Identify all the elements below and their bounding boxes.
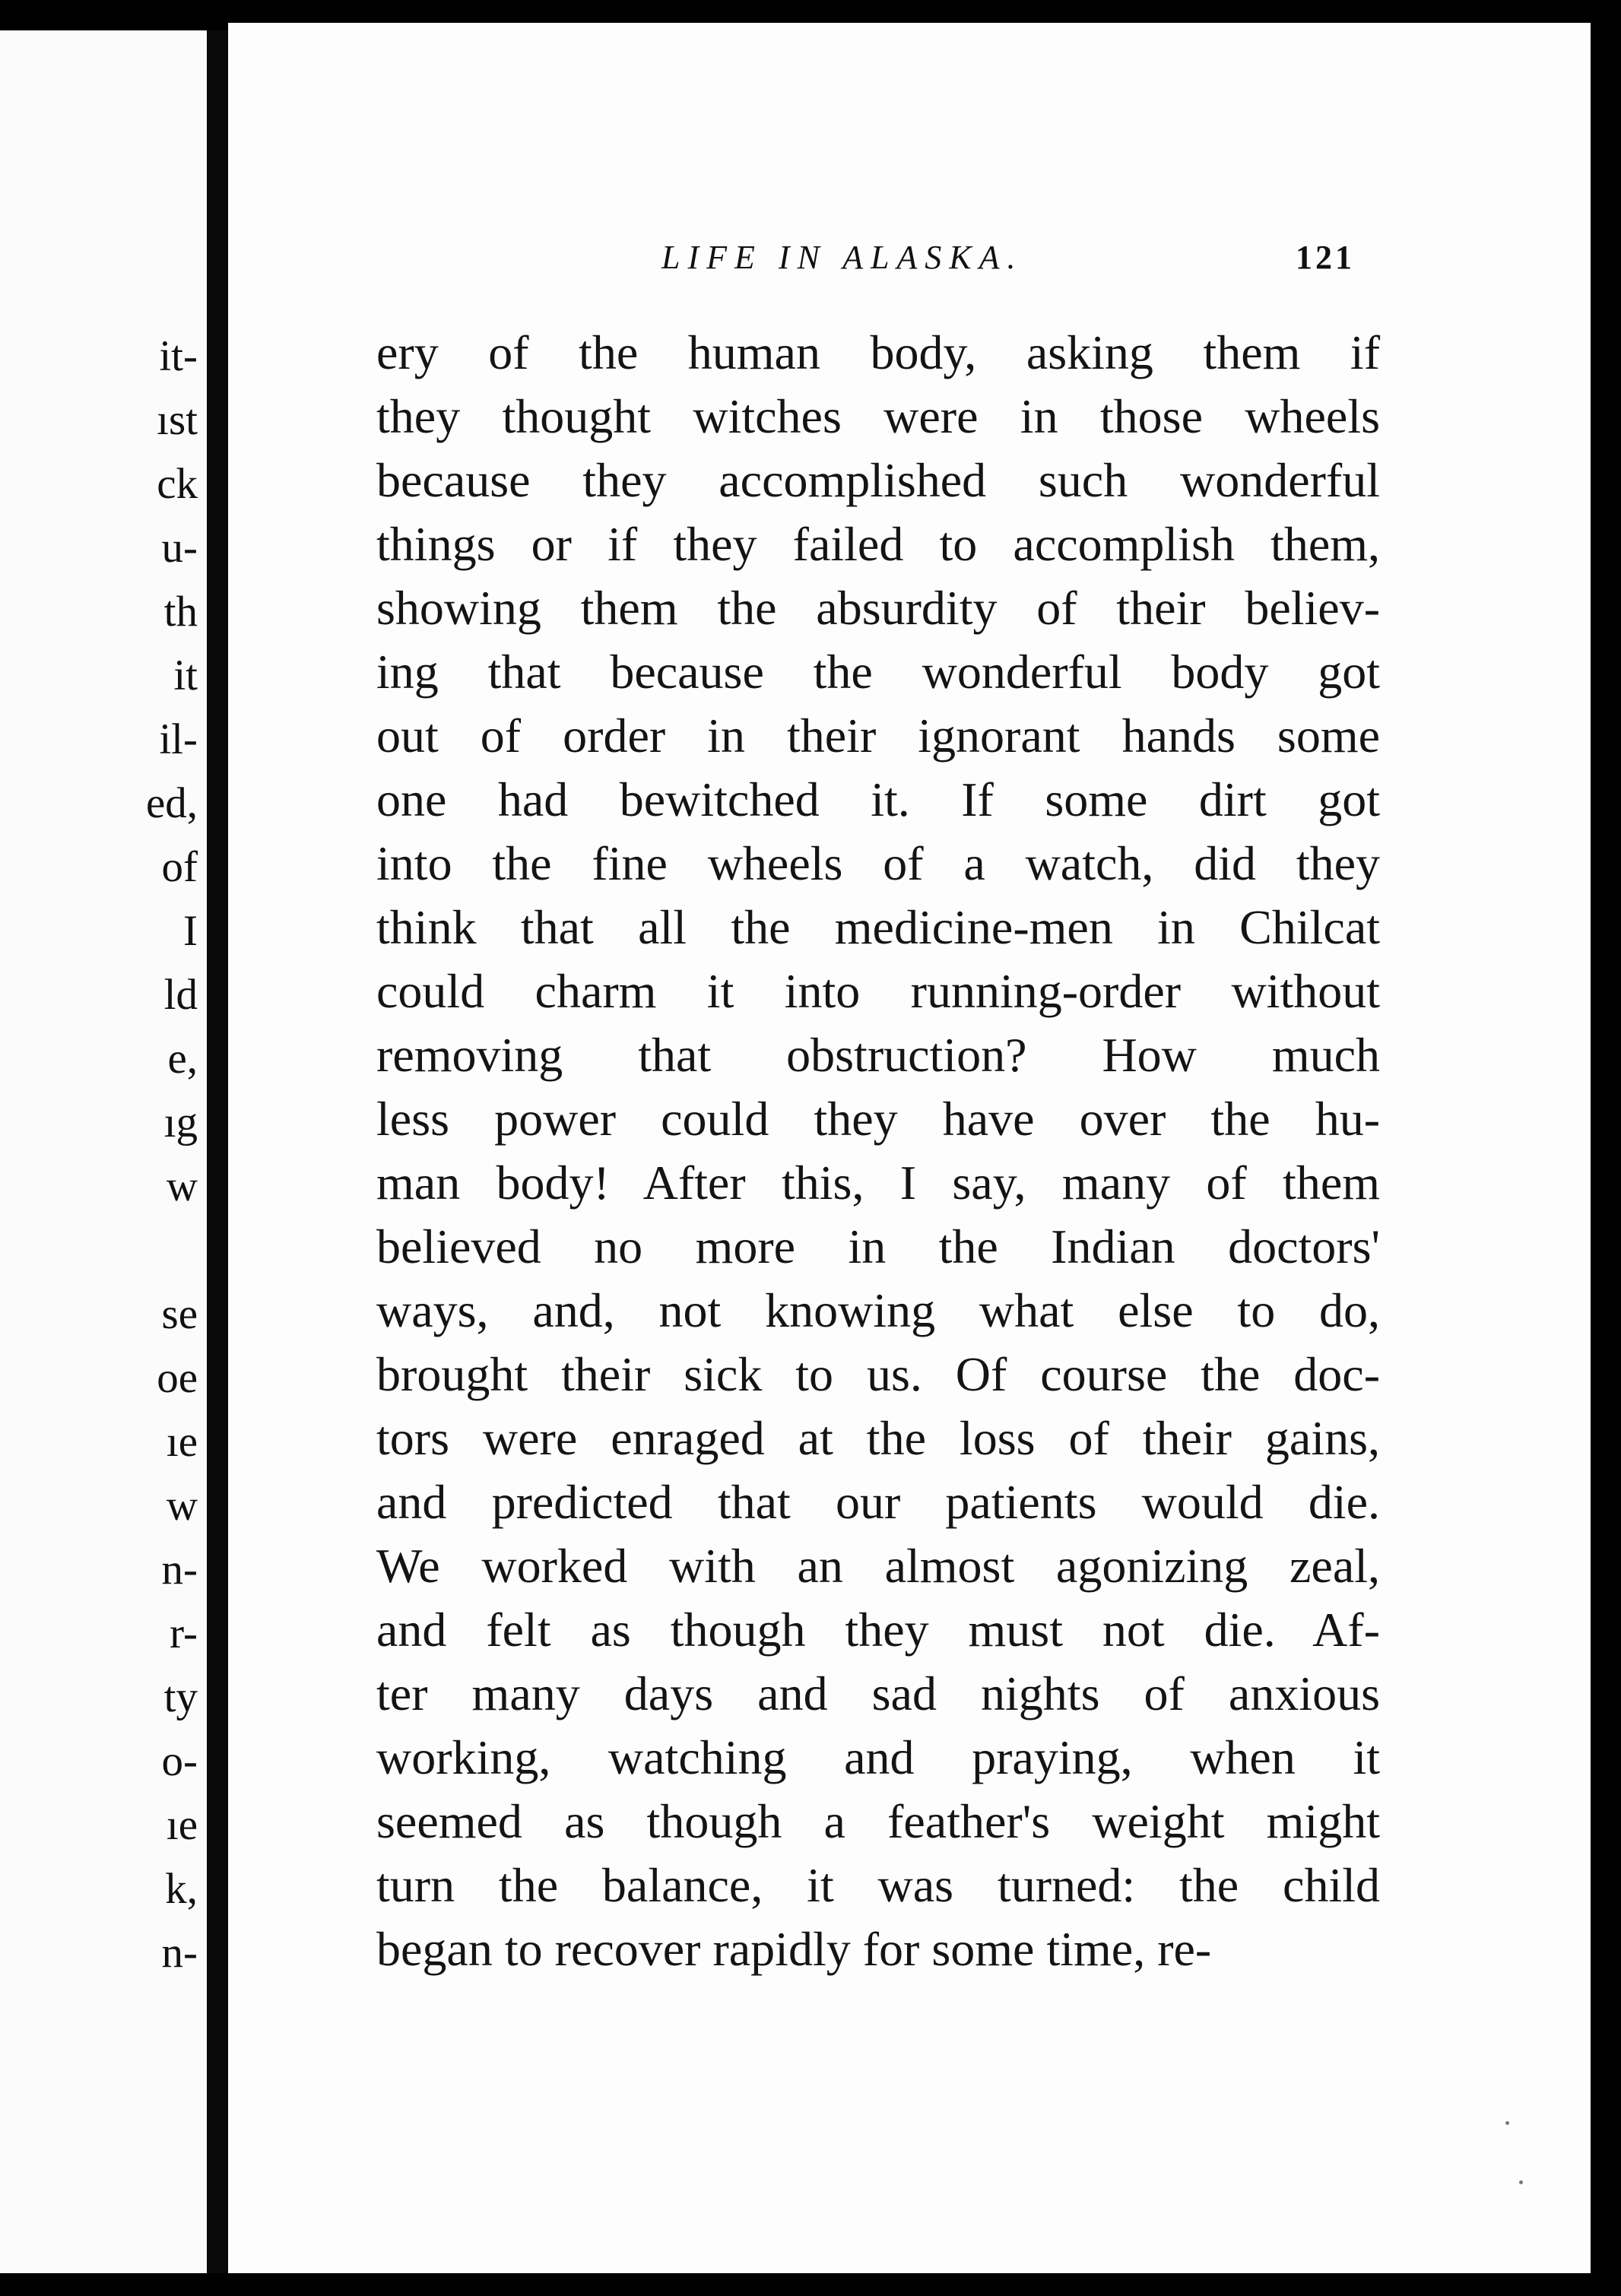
text-line: We worked with an almost agonizing zeal, [376,1539,1380,1593]
text-line: and felt as though they must not die. Af- [376,1603,1380,1657]
left-line-fragment: e, [167,1035,198,1083]
left-line-fragment: ıst [157,396,198,444]
left-line-fragment: th [163,588,198,636]
text-line: ery of the human body, asking them if [376,325,1380,379]
left-line-fragment: ıe [166,1801,198,1849]
text-line: and predicted that our patients would die. [376,1475,1380,1529]
left-line-fragment: oe [157,1354,198,1402]
left-line-fragment: of [161,843,198,891]
text-line: less power could they have over the hu- [376,1092,1380,1146]
text-line: they thought witches were in those wheels [376,389,1380,443]
left-line-fragment: n- [161,1546,198,1594]
left-line-fragment: ıe [166,1418,198,1466]
page-number: 121 [1296,239,1355,276]
text-line: ter many days and sad nights of anxious [376,1667,1380,1720]
right-page [228,23,1591,2273]
text-line: ways, and, not knowing what else to do, [376,1283,1380,1337]
text-line: tors were enraged at the loss of their gains, [376,1411,1380,1465]
text-line: man body! After this, I say, many of them [376,1156,1380,1210]
text-line: because they accomplished such wonderful [376,453,1380,507]
left-line-fragment: ed, [145,779,198,827]
left-line-fragment: ıg [163,1099,198,1146]
text-line: believed no more in the Indian doctors' [376,1219,1380,1273]
left-line-fragment: u- [161,524,198,572]
paper-speck [1505,2121,1509,2125]
text-line: out of order in their ignorant hands some [376,709,1380,763]
body-text [376,321,1380,1981]
text-line: seemed as though a feather's weight might [376,1794,1380,1848]
left-line-fragment: it [173,652,198,699]
left-line-fragment: w [166,1162,198,1210]
left-line-fragment: ld [163,971,198,1019]
text-line: removing that obstruction? How much [376,1028,1380,1082]
running-head: LIFE IN ALASKA. [661,239,1023,276]
left-line-fragment: n- [161,1929,198,1977]
paper-speck [1519,2180,1523,2184]
text-line: showing them the absurdity of their believ- [376,581,1380,635]
left-line-fragment: ty [163,1673,198,1721]
text-line: turn the balance, it was turned: the child [376,1858,1380,1912]
book-gutter [207,30,230,2273]
text-line: working, watching and praying, when it [376,1730,1380,1784]
left-line-fragment: ck [157,460,198,508]
left-line-fragment: il- [159,715,198,763]
left-facing-page [0,30,207,2273]
text-line: began to recover rapidly for some time, re- [376,1922,1212,1976]
text-line: into the fine wheels of a watch, did they [376,836,1380,890]
left-line-fragment: w [166,1482,198,1530]
left-line-fragment: o- [161,1737,198,1785]
text-line: things or if they failed to accomplish them, [376,517,1380,571]
left-line-fragment: k, [165,1865,198,1913]
text-line: could charm it into running-order without [376,964,1380,1018]
left-line-fragment: r- [170,1609,198,1657]
text-line: think that all the medicine-men in Chilcat [376,900,1380,954]
text-line: one had bewitched it. If some dirt got [376,772,1380,826]
left-line-fragment: I [183,907,198,955]
text-line: ing that because the wonderful body got [376,645,1380,699]
text-line: brought their sick to us. Of course the doc- [376,1347,1380,1401]
left-line-fragment: it- [159,332,198,380]
left-line-fragment: se [161,1290,198,1338]
